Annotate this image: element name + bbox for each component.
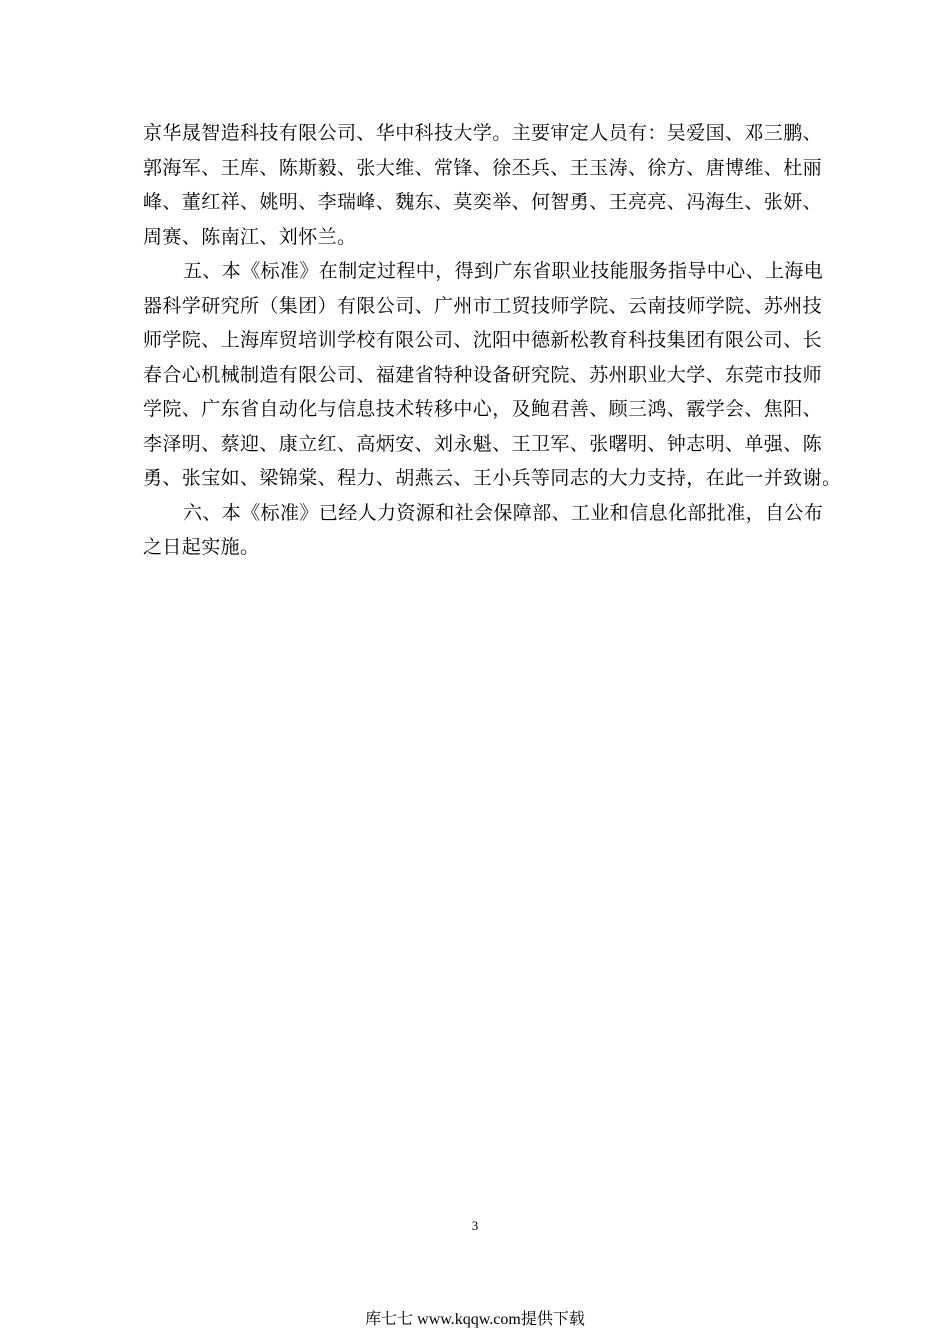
- text-line: 峰、董红祥、姚明、李瑞峰、魏东、莫奕举、何智勇、王亮亮、冯海生、张妍、: [143, 191, 823, 213]
- text-line: 春合心机械制造有限公司、福建省特种设备研究院、苏州职业大学、东莞市技师: [143, 363, 823, 386]
- document-body: [143, 116, 842, 565]
- text-line: 郭海军、王库、陈斯毅、张大维、常锋、徐丕兵、王玉涛、徐方、唐博维、杜丽: [143, 156, 823, 179]
- text-line: 京华晟智造科技有限公司、华中科技大学。主要审定人员有：吴爱国、邓三鹏、: [143, 122, 823, 144]
- download-footer: 库七七 www.kqqw.com提供下载: [365, 1311, 585, 1328]
- text-line: 六、本《标准》已经人力资源和社会保障部、工业和信息化部批准，自公布: [183, 501, 824, 524]
- text-line: 学院、广东省自动化与信息技术转移中心，及鲍君善、顾三鸿、霰学会、焦阳、: [143, 398, 823, 420]
- paragraph-acknowledgements: [143, 254, 842, 496]
- text-line: 五、本《标准》在制定过程中，得到广东省职业技能服务指导中心、上海电: [183, 260, 824, 282]
- paragraph-reviewers: [143, 116, 823, 254]
- text-line: 之日起实施。: [143, 536, 260, 558]
- text-line: 器科学研究所（集团）有限公司、广州市工贸技师学院、云南技师学院、苏州技: [143, 294, 823, 317]
- page-number: 3: [471, 1218, 479, 1233]
- paragraph-approval: [143, 496, 824, 565]
- text-line: 李泽明、蔡迎、康立红、高炳安、刘永魁、王卫军、张曙明、钟志明、单强、陈: [143, 432, 823, 455]
- text-line: 勇、张宝如、梁锦棠、程力、胡燕云、王小兵等同志的大力支持，在此一并致谢。: [143, 467, 842, 489]
- text-line: 周赛、陈南江、刘怀兰。: [143, 225, 357, 248]
- text-line: 师学院、上海库贸培训学校有限公司、沈阳中德新松教育科技集团有限公司、长: [143, 329, 823, 351]
